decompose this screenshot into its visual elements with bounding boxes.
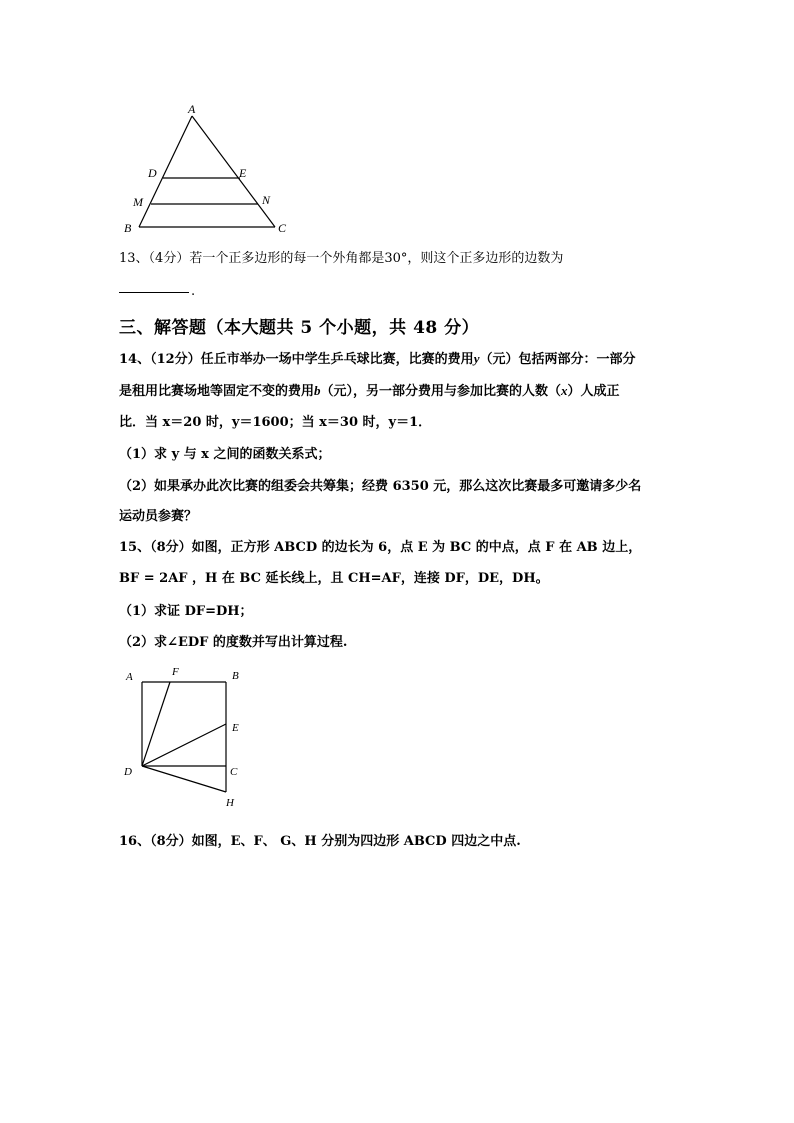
question-13: 13、（4分）若一个正多边形的每一个外角都是30°，则这个正多边形的边数为 — [119, 251, 564, 266]
triangle-figure — [110, 98, 310, 238]
question-14-sub2: （2）如果承办此次比赛的组委会共筹集；经费 6350 元，那么这次比赛最多可邀请多少名 — [119, 479, 642, 494]
triangle-diagram — [110, 98, 310, 238]
label-C: C — [278, 221, 287, 235]
question-16: 16、（8分）如图，E、F、 G、H 分别为四边形 ABCD 四边之中点. — [119, 834, 521, 849]
question-14-sub1: （1）求 y 与 x 之间的函数关系式； — [119, 447, 331, 462]
q14-line1a: 14、（12分）任丘市举办一场中学生乒乓球比赛，比赛的费用 — [119, 352, 474, 367]
q14-line2b: （元），另一部分费用与参加比赛的人数（ — [320, 384, 562, 399]
label-E2: E — [232, 722, 239, 734]
question-15-line2: BF = 2AF ，H 在 BC 延长线上，且 CH=AF，连接 DF，DE，DH。 — [119, 571, 549, 586]
question-14-line3: 比．当 x＝20 时，y＝1600；当 x＝30 时，y＝1． — [119, 415, 432, 430]
var-b: b — [314, 383, 321, 398]
square-diagram — [118, 662, 258, 812]
question-15-sub2: （2）求∠EDF 的度数并写出计算过程. — [119, 635, 348, 650]
answer-blank[interactable] — [119, 292, 189, 293]
question-14-line1 — [119, 349, 635, 370]
label-A2: A — [126, 671, 133, 683]
question-15-line1: 15、（8分）如图，正方形 ABCD 的边长为 6，点 E 为 BC 的中点，点 F 在 AB 边上， — [119, 540, 642, 555]
label-D: D — [148, 166, 157, 180]
question-15-sub1: （1）求证 DF=DH； — [119, 604, 253, 619]
label-M: M — [133, 195, 143, 209]
square-figure — [118, 662, 258, 812]
label-C2: C — [230, 766, 238, 778]
label-E: E — [239, 166, 247, 180]
q14-line1b: （元）包括两部分：一部分 — [479, 352, 636, 367]
var-x: x — [561, 383, 568, 398]
label-H: H — [226, 797, 234, 809]
section-heading: 三、解答题（本大题共 5 个小题，共 48 分） — [119, 318, 480, 338]
var-y: y — [473, 351, 480, 366]
label-F: F — [172, 666, 179, 678]
question-13-end: . — [191, 284, 196, 299]
question-14-line2 — [119, 381, 620, 402]
question-14-sub2-cont: 运动员参赛？ — [119, 509, 198, 524]
label-B2: B — [232, 670, 239, 682]
label-D2: D — [124, 766, 132, 778]
q14-line2a: 是租用比赛场地等固定不变的费用 — [119, 384, 315, 399]
label-N: N — [262, 193, 271, 207]
q14-line2c: ）人成正 — [567, 384, 620, 399]
label-B: B — [124, 221, 132, 235]
label-A: A — [188, 102, 196, 116]
